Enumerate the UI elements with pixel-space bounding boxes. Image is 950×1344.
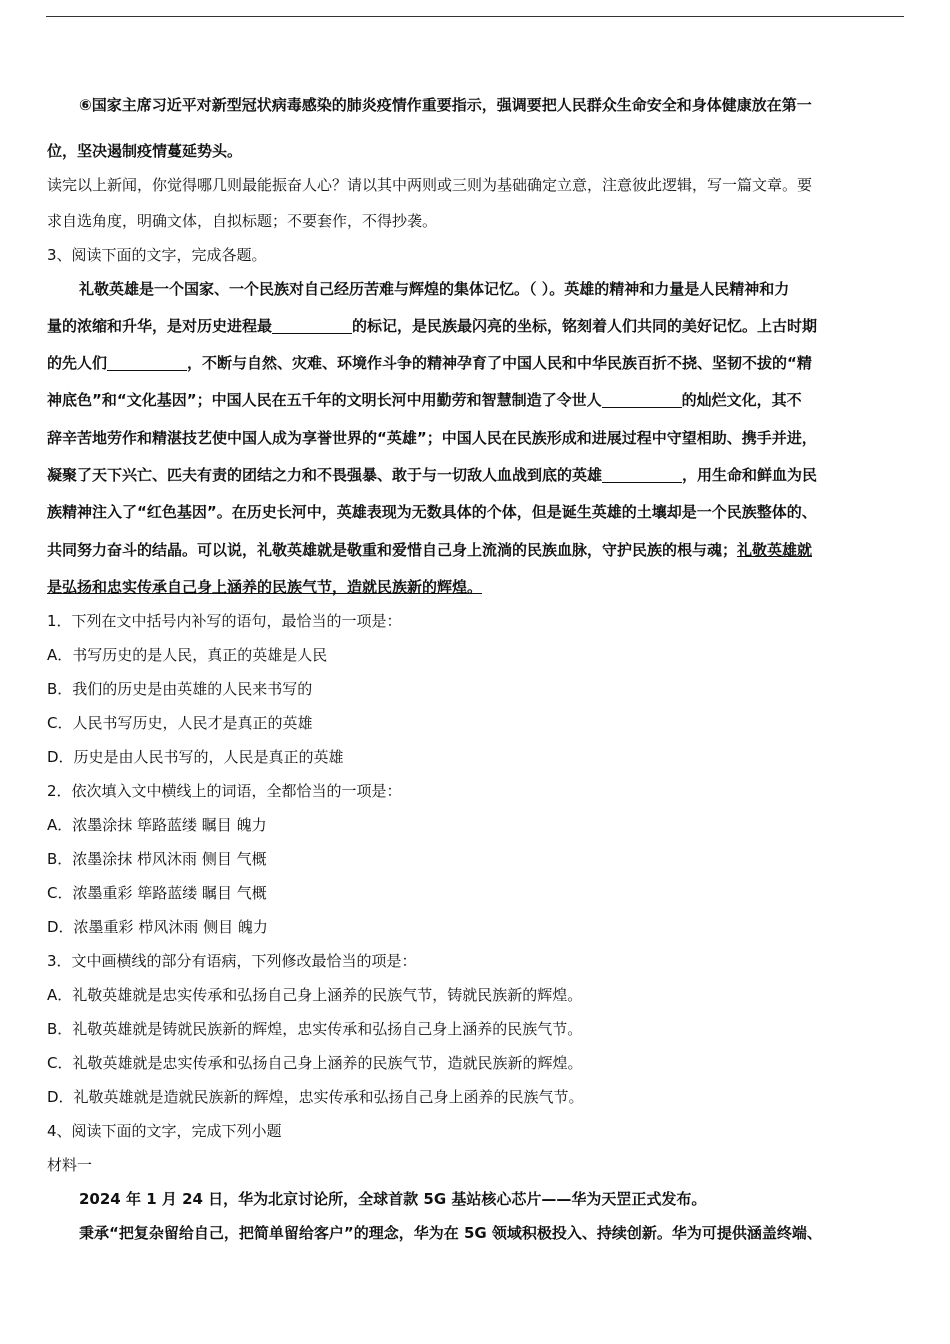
passage-line-3-b: ，不断与自然、灾难、环境作斗争的精神孕育了中国人民和中华民族百折不挠、坚韧不拔的“精 <box>187 354 812 372</box>
q1-option-a: A．书写历史的是人民，真正的英雄是人民 <box>47 646 328 664</box>
passage-line-1: 礼敬英雄是一个国家、一个民族对自己经历苦难与辉煌的集体记忆。（ ）。英雄的精神和力量是人民精神和力 <box>79 280 790 298</box>
passage-line-2 <box>47 315 817 336</box>
passage-line-4 <box>47 389 802 410</box>
passage-line-8 <box>47 539 812 560</box>
passage-line-4-b: 的灿烂文化，其不 <box>681 391 802 409</box>
q2-option-b: B．浓墨涂抹 栉风沐雨 侧目 气概 <box>47 850 267 868</box>
q3-option-d: D．礼敬英雄就是造就民族新的辉煌，忠实传承和弘扬自己身上函养的民族气节。 <box>47 1088 584 1106</box>
passage-line-8-a: 共同努力奋斗的结晶。可以说，礼敬英雄就是敬重和爱惜自己身上流淌的民族血脉，守护民族的根与魂； <box>47 541 738 559</box>
material-one-line-2: 秉承“把复杂留给自己，把简单留给客户”的理念，华为在 5G 领域积极投入、持续创新。华为可提供涵盖终端、 <box>79 1224 822 1242</box>
q2-option-c: C．浓墨重彩 筚路蓝缕 瞩目 气概 <box>47 884 267 902</box>
passage-line-6-a: 凝聚了天下兴亡、匹夫有责的团结之力和不畏强暴、敢于与一切敌人血战到底的英雄 <box>47 466 603 484</box>
passage-line-6 <box>47 464 817 485</box>
passage-line-3 <box>47 352 812 373</box>
q3-option-b: B．礼敬英雄就是铸就民族新的辉煌，忠实传承和弘扬自己身上涵养的民族气节。 <box>47 1020 583 1038</box>
passage-line-6-b: ，用生命和鲜血为民 <box>682 466 818 484</box>
passage-line-2-b: 的标记，是民族最闪亮的坐标，铭刻着人们共同的美好记忆。上古时期 <box>352 317 818 335</box>
prompt-instructions-line1: 读完以上新闻，你觉得哪几则最能振奋人心？请以其中两则或三则为基础确定立意，注意彼此逻辑，写一篇文章。要 <box>47 176 813 194</box>
prompt-item-6-line2: 位，坚决遏制疫情蔓延势头。 <box>47 142 243 160</box>
passage-line-7: 族精神注入了“红色基因”。在历史长河中，英雄表现为无数具体的个体，但是诞生英雄的土壤却是一个民族整体的、 <box>47 503 817 521</box>
fill-blank-4 <box>602 467 682 483</box>
question-1: 1．下列在文中括号内补写的语句，最恰当的一项是： <box>47 612 402 630</box>
underlined-sentence-part-2: 是弘扬和忠实传承自己身上涵养的民族气节，造就民族新的辉煌。 <box>47 578 483 596</box>
passage-line-3-a: 的先人们 <box>47 354 108 372</box>
q2-option-a: A．浓墨涂抹 筚路蓝缕 瞩目 魄力 <box>47 816 267 834</box>
passage-line-4-a: 神底色”和“文化基因”；中国人民在五千年的文明长河中用勤劳和智慧制造了令世人 <box>47 391 602 409</box>
material-one-line-1: 2024 年 1 月 24 日，华为北京讨论所，全球首款 5G 基站核心芯片——华为天罡正式发布。 <box>79 1190 707 1208</box>
q1-option-b: B．我们的历史是由英雄的人民来书写的 <box>47 680 313 698</box>
passage-line-2-a: 量的浓缩和升华，是对历史进程最 <box>47 317 273 335</box>
fill-blank-2 <box>107 355 187 371</box>
section-3-heading: 3、阅读下面的文字，完成各题。 <box>47 246 267 264</box>
q3-option-a: A．礼敬英雄就是忠实传承和弘扬自己身上涵养的民族气节，铸就民族新的辉煌。 <box>47 986 583 1004</box>
header-rule <box>46 16 904 17</box>
prompt-instructions-line2: 求自选角度，明确文体，自拟标题；不要套作，不得抄袭。 <box>47 212 438 230</box>
q2-option-d: D．浓墨重彩 栉风沐雨 侧目 魄力 <box>47 918 268 936</box>
fill-blank-3 <box>602 392 682 408</box>
prompt-item-6-line1: ⑥国家主席习近平对新型冠状病毒感染的肺炎疫情作重要指示，强调要把人民群众生命安全和身体健康放在第一 <box>79 96 812 114</box>
passage-line-5: 辞辛苦地劳作和精湛技艺使中国人成为享誉世界的“英雄”；中国人民在民族形成和进展过程中守望相助、携手并进， <box>47 429 817 447</box>
material-one-label: 材料一 <box>47 1156 93 1174</box>
question-2: 2．依次填入文中横线上的词语，全都恰当的一项是： <box>47 782 402 800</box>
underlined-sentence-part-1: 礼敬英雄就 <box>737 541 813 559</box>
question-3: 3．文中画横线的部分有语病，下列修改最恰当的项是： <box>47 952 417 970</box>
fill-blank-1 <box>272 318 352 334</box>
section-4-heading: 4、阅读下面的文字，完成下列小题 <box>47 1122 282 1140</box>
q1-option-c: C．人民书写历史，人民才是真正的英雄 <box>47 714 313 732</box>
q1-option-d: D．历史是由人民书写的，人民是真正的英雄 <box>47 748 344 766</box>
q3-option-c: C．礼敬英雄就是忠实传承和弘扬自己身上涵养的民族气节，造就民族新的辉煌。 <box>47 1054 583 1072</box>
